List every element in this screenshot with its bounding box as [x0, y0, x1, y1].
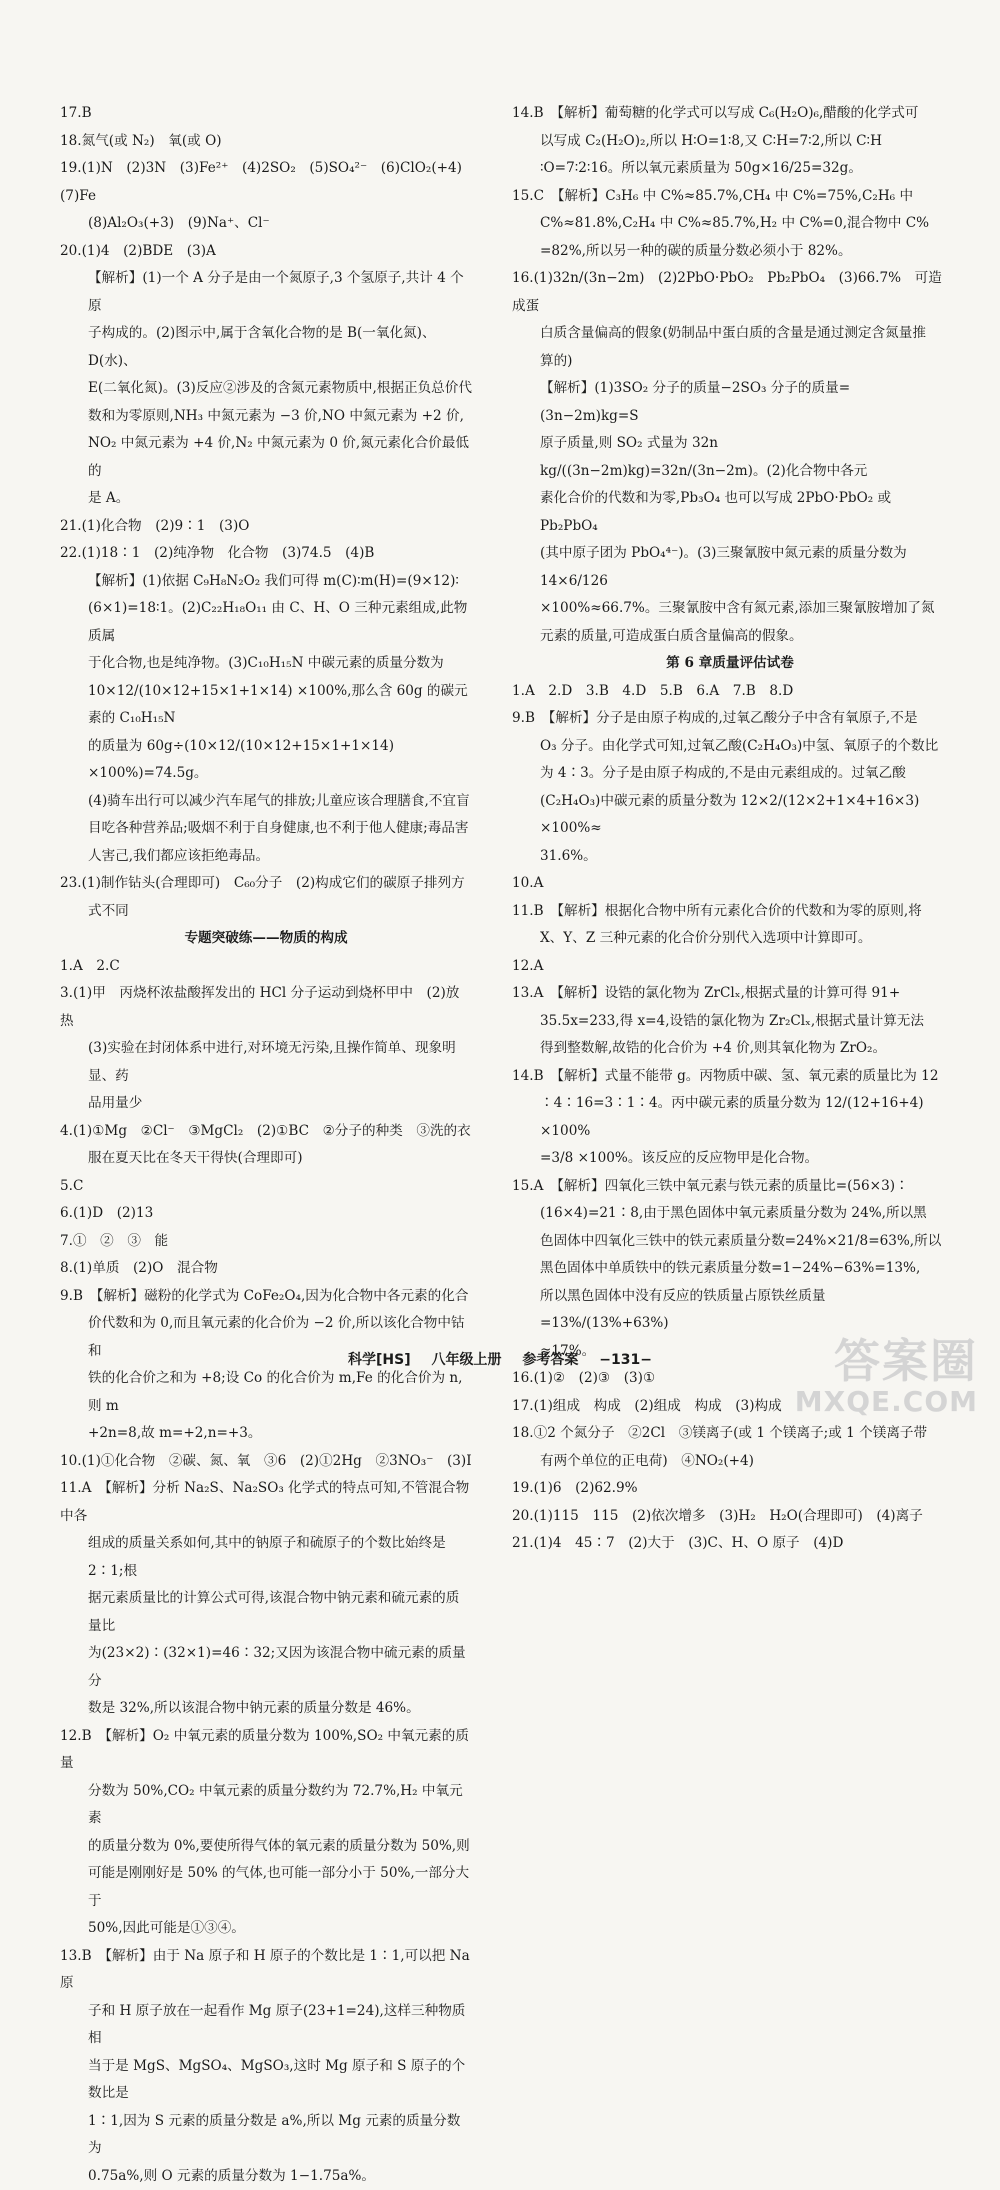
answer-line: 分数为 50%,CO₂ 中氧元素的质量分数约为 72.7%,H₂ 中氧元素	[60, 1778, 472, 1833]
answer-line: 3.(1)甲 丙烧杯浓盐酸挥发出的 HCl 分子运动到烧杯甲中 (2)放热	[60, 980, 472, 1035]
answer-line: 1.A 2.D 3.B 4.D 5.B 6.A 7.B 8.D	[512, 678, 948, 706]
answer-line: 铁的化合价之和为 +8;设 Co 的化合价为 m,Fe 的化合价为 n,则 m	[60, 1365, 472, 1420]
answer-line: 12.B 【解析】O₂ 中氧元素的质量分数为 100%,SO₂ 中氧元素的质量	[60, 1723, 472, 1778]
answer-line: 为(23×2)∶(32×1)=46∶32;又因为该混合物中硫元素的质量分	[60, 1640, 472, 1695]
answer-line: 21.(1)4 45∶7 (2)大于 (3)C、H、O 原子 (4)D	[512, 1530, 948, 1558]
answer-line: 是 A。	[60, 485, 472, 513]
answer-line: 9.B 【解析】分子是由原子构成的,过氧乙酸分子中含有氧原子,不是	[512, 705, 948, 733]
answer-line: 为 4∶3。分子是由原子构成的,不是由元素组成的。过氧乙酸	[512, 760, 948, 788]
answer-line: 5.C	[60, 1173, 472, 1201]
answer-line: O₃ 分子。由化学式可知,过氧乙酸(C₂H₄O₃)中氢、氧原子的个数比	[512, 733, 948, 761]
answer-line: =3/8 ×100%。该反应的反应物甲是化合物。	[512, 1145, 948, 1173]
answer-line: 【解析】(1)一个 A 分子是由一个氮原子,3 个氢原子,共计 4 个原	[60, 265, 472, 320]
answer-line: 的质量分数为 0%,要使所得气体的氧元素的质量分数为 50%,则	[60, 1833, 472, 1861]
answer-line: 17.B	[60, 100, 472, 128]
answer-line: (8)Al₂O₃(+3) (9)Na⁺、Cl⁻	[60, 210, 472, 238]
answer-line: ×100%≈66.7%。三聚氰胺中含有氮元素,添加三聚氰胺增加了氮	[512, 595, 948, 623]
answer-line: 元素的质量,可造成蛋白质含量偏高的假象。	[512, 623, 948, 651]
answer-line: 数和为零原则,NH₃ 中氮元素为 −3 价,NO 中氮元素为 +2 价,	[60, 403, 472, 431]
answer-line: 于化合物,也是纯净物。(3)C₁₀H₁₅N 中碳元素的质量分数为	[60, 650, 472, 678]
answer-line: 价代数和为 0,而且氧元素的化合价为 −2 价,所以该化合物中钴和	[60, 1310, 472, 1365]
left-column	[60, 100, 472, 2190]
answer-line: 11.B 【解析】根据化合物中所有元素化合价的代数和为零的原则,将	[512, 898, 948, 926]
answer-line: 6.(1)D (2)13	[60, 1200, 472, 1228]
watermark	[795, 1335, 978, 1417]
answer-line: 1∶1,因为 S 元素的质量分数是 a%,所以 Mg 元素的质量分数为	[60, 2108, 472, 2163]
answer-line: 50%,因此可能是①③④。	[60, 1915, 472, 1943]
answer-line: 子和 H 原子放在一起看作 Mg 原子(23+1=24),这样三种物质相	[60, 1998, 472, 2053]
answer-line: 据元素质量比的计算公式可得,该混合物中钠元素和硫元素的质量比	[60, 1585, 472, 1640]
answer-line: 17.(1)组成 构成 (2)组成 构成 (3)构成	[512, 1393, 948, 1421]
answer-line: 白质含量偏高的假象(奶制品中蛋白质的含量是通过测定含氮量推	[512, 320, 948, 348]
answer-line: (其中原子团为 PbO₄⁴⁻)。(3)三聚氰胺中氮元素的质量分数为 14×6/126	[512, 540, 948, 595]
answer-line: 黑色固体中单质铁中的铁元素质量分数=1−24%−63%=13%,	[512, 1255, 948, 1283]
answer-line: ∶4∶16=3∶1∶4。丙中碳元素的质量分数为 12/(12+16+4) ×100%	[512, 1090, 948, 1145]
answer-line: 式不同	[60, 898, 472, 926]
answer-line: 所以黑色固体中没有反应的铁质量占原铁丝质量=13%/(13%+63%)	[512, 1283, 948, 1338]
answer-line: 15.C 【解析】C₃H₆ 中 C%≈85.7%,CH₄ 中 C%=75%,C₂H₆ 中	[512, 183, 948, 211]
answer-line: 9.B 【解析】磁粉的化学式为 CoFe₂O₄,因为化合物中各元素的化合	[60, 1283, 472, 1311]
answer-line: 13.B 【解析】由于 Na 原子和 H 原子的个数比是 1∶1,可以把 Na 原	[60, 1943, 472, 1998]
answer-line: 算的)	[512, 348, 948, 376]
answer-line: NO₂ 中氮元素为 +4 价,N₂ 中氮元素为 0 价,氮元素化合价最低的	[60, 430, 472, 485]
answer-line: 10.(1)①化合物 ②碳、氮、氧 ③6 (2)①2Hg ②3NO₃⁻ (3)I	[60, 1448, 472, 1476]
answer-line: 色固体中四氧化三铁中的铁元素质量分数=24%×21/8=63%,所以	[512, 1228, 948, 1256]
answer-line: 组成的质量关系如何,其中的钠原子和硫原子的个数比始终是 2∶1;根	[60, 1530, 472, 1585]
watermark-logo: 答案圈	[795, 1335, 978, 1387]
answer-line: (3)实验在封闭体系中进行,对环境无污染,且操作简单、现象明显、药	[60, 1035, 472, 1090]
section-heading: 专题突破练——物质的构成	[60, 925, 472, 953]
answer-line: 22.(1)18∶1 (2)纯净物 化合物 (3)74.5 (4)B	[60, 540, 472, 568]
answer-line: (16×4)=21∶8,由于黑色固体中氧元素质量分数为 24%,所以黑	[512, 1200, 948, 1228]
answer-line: ≈17%。	[512, 1338, 948, 1366]
answer-line: 以写成 C₂(H₂O)₂,所以 H∶O=1∶8,又 C∶H=7∶2,所以 C∶H	[512, 128, 948, 156]
answer-line: 服在夏天比在冬天干得快(合理即可)	[60, 1145, 472, 1173]
answer-line: 1.A 2.C	[60, 953, 472, 981]
footer-subject: 科学[HS]	[348, 1352, 411, 1368]
answer-line: 目吃各种营养品;吸烟不利于自身健康,也不利于他人健康;毒品害	[60, 815, 472, 843]
answer-line: 当于是 MgS、MgSO₄、MgSO₃,这时 Mg 原子和 S 原子的个数比是	[60, 2053, 472, 2108]
answer-line: 18.①2 个氮分子 ②2Cl ③镁离子(或 1 个镁离子;或 1 个镁离子带	[512, 1420, 948, 1448]
answer-line: 素化合价的代数和为零,Pb₃O₄ 也可以写成 2PbO·PbO₂ 或 Pb₂PbO₄	[512, 485, 948, 540]
answer-line: 31.6%。	[512, 843, 948, 871]
answer-line: 12.A	[512, 953, 948, 981]
answer-line: 4.(1)①Mg ②Cl⁻ ③MgCl₂ (2)①BC ②分子的种类 ③洗的衣	[60, 1118, 472, 1146]
answer-line: C%≈81.8%,C₂H₄ 中 C%≈85.7%,H₂ 中 C%=0,混合物中 C%	[512, 210, 948, 238]
answer-line: 15.A 【解析】四氧化三铁中氧元素与铁元素的质量比=(56×3)∶	[512, 1173, 948, 1201]
answer-line: ∶O=7∶2∶16。所以氧元素质量为 50g×16/25=32g。	[512, 155, 948, 183]
answer-line: 人害己,我们都应该拒绝毒品。	[60, 843, 472, 871]
answer-line: 品用量少	[60, 1090, 472, 1118]
answer-line: 的质量为 60g÷(10×12/(10×12+15×1+1×14) ×100%)=74.5g。	[60, 733, 472, 788]
answer-line: 7.① ② ③ 能	[60, 1228, 472, 1256]
answer-line: 14.B 【解析】式量不能带 g。丙物质中碳、氢、氧元素的质量比为 12	[512, 1063, 948, 1091]
answer-line: 20.(1)115 115 (2)依次增多 (3)H₂ H₂O(合理即可) (4)离子	[512, 1503, 948, 1531]
answer-line: 数是 32%,所以该混合物中钠元素的质量分数是 46%。	[60, 1695, 472, 1723]
footer-section: 参考答案	[522, 1352, 578, 1368]
answer-line: 20.(1)4 (2)BDE (3)A	[60, 238, 472, 266]
answer-line: 10.A	[512, 870, 948, 898]
answer-line: 16.(1)32n/(3n−2m) (2)2PbO·PbO₂ Pb₂PbO₄ (3)66.7% 可造成蛋	[512, 265, 948, 320]
answer-line: +2n=8,故 m=+2,n=+3。	[60, 1420, 472, 1448]
answer-line: 11.A 【解析】分析 Na₂S、Na₂SO₃ 化学式的特点可知,不管混合物中各	[60, 1475, 472, 1530]
section-heading: 第 6 章质量评估试卷	[512, 650, 948, 678]
answer-line: 【解析】(1)依据 C₉H₈N₂O₂ 我们可得 m(C)∶m(H)=(9×12)∶	[60, 568, 472, 596]
answer-line: 19.(1)6 (2)62.9%	[512, 1475, 948, 1503]
answer-line: 有两个单位的正电荷) ④NO₂(+4)	[512, 1448, 948, 1476]
answer-line: 14.B 【解析】葡萄糖的化学式可以写成 C₆(H₂O)₆,醋酸的化学式可	[512, 100, 948, 128]
answer-line: 21.(1)化合物 (2)9∶1 (3)O	[60, 513, 472, 541]
answer-line: 【解析】(1)3SO₂ 分子的质量−2SO₃ 分子的质量=(3n−2m)kg=S	[512, 375, 948, 430]
answer-line: =82%,所以另一种的碳的质量分数必须小于 82%。	[512, 238, 948, 266]
answer-line: 8.(1)单质 (2)O 混合物	[60, 1255, 472, 1283]
answer-line: 原子质量,则 SO₂ 式量为 32n kg/((3n−2m)kg)=32n/(3n−2m)。(2)化合物中各元	[512, 430, 948, 485]
answer-line: (4)骑车出行可以减少汽车尾气的排放;儿童应该合理膳食,不宜盲	[60, 788, 472, 816]
watermark-url: MXQE.COM	[795, 1387, 978, 1417]
answer-line: (C₂H₄O₃)中碳元素的质量分数为 12×2/(12×2+1×4+16×3) ×100%≈	[512, 788, 948, 843]
answer-line: 16.(1)② (2)③ (3)①	[512, 1365, 948, 1393]
answer-line: E(二氧化氮)。(3)反应②涉及的含氮元素物质中,根据正负总价代	[60, 375, 472, 403]
answer-line: 得到整数解,故锆的化合价为 +4 价,则其氧化物为 ZrO₂。	[512, 1035, 948, 1063]
answer-line: 0.75a%,则 O 元素的质量分数为 1−1.75a%。	[60, 2163, 472, 2190]
answer-line: 10×12/(10×12+15×1+1×14) ×100%,那么含 60g 的碳元素的 C₁₀H₁₅N	[60, 678, 472, 733]
answer-line: 18.氮气(或 N₂) 氧(或 O)	[60, 128, 472, 156]
answer-line: 35.5x=233,得 x=4,设锆的氯化物为 Zr₂Clₓ,根据式量计算无法	[512, 1008, 948, 1036]
answer-line: X、Y、Z 三种元素的化合价分别代入选项中计算即可。	[512, 925, 948, 953]
answer-line: 19.(1)N (2)3N (3)Fe²⁺ (4)2SO₂ (5)SO₄²⁻ (6)ClO₂(+4) (7)Fe	[60, 155, 472, 210]
answer-line: 13.A 【解析】设锆的氯化物为 ZrClₓ,根据式量的计算可得 91+	[512, 980, 948, 1008]
footer-page-number: −131−	[599, 1352, 652, 1368]
footer-grade: 八年级上册	[432, 1352, 502, 1368]
answer-line: 子构成的。(2)图示中,属于含氧化合物的是 B(一氧化氮)、D(水)、	[60, 320, 472, 375]
answer-line: (6×1)=18∶1。(2)C₂₂H₁₈O₁₁ 由 C、H、O 三种元素组成,此物质属	[60, 595, 472, 650]
answer-line: 23.(1)制作钻头(合理即可) C₆₀分子 (2)构成它们的碳原子排列方	[60, 870, 472, 898]
answer-line: 可能是刚刚好是 50% 的气体,也可能一部分小于 50%,一部分大于	[60, 1860, 472, 1915]
